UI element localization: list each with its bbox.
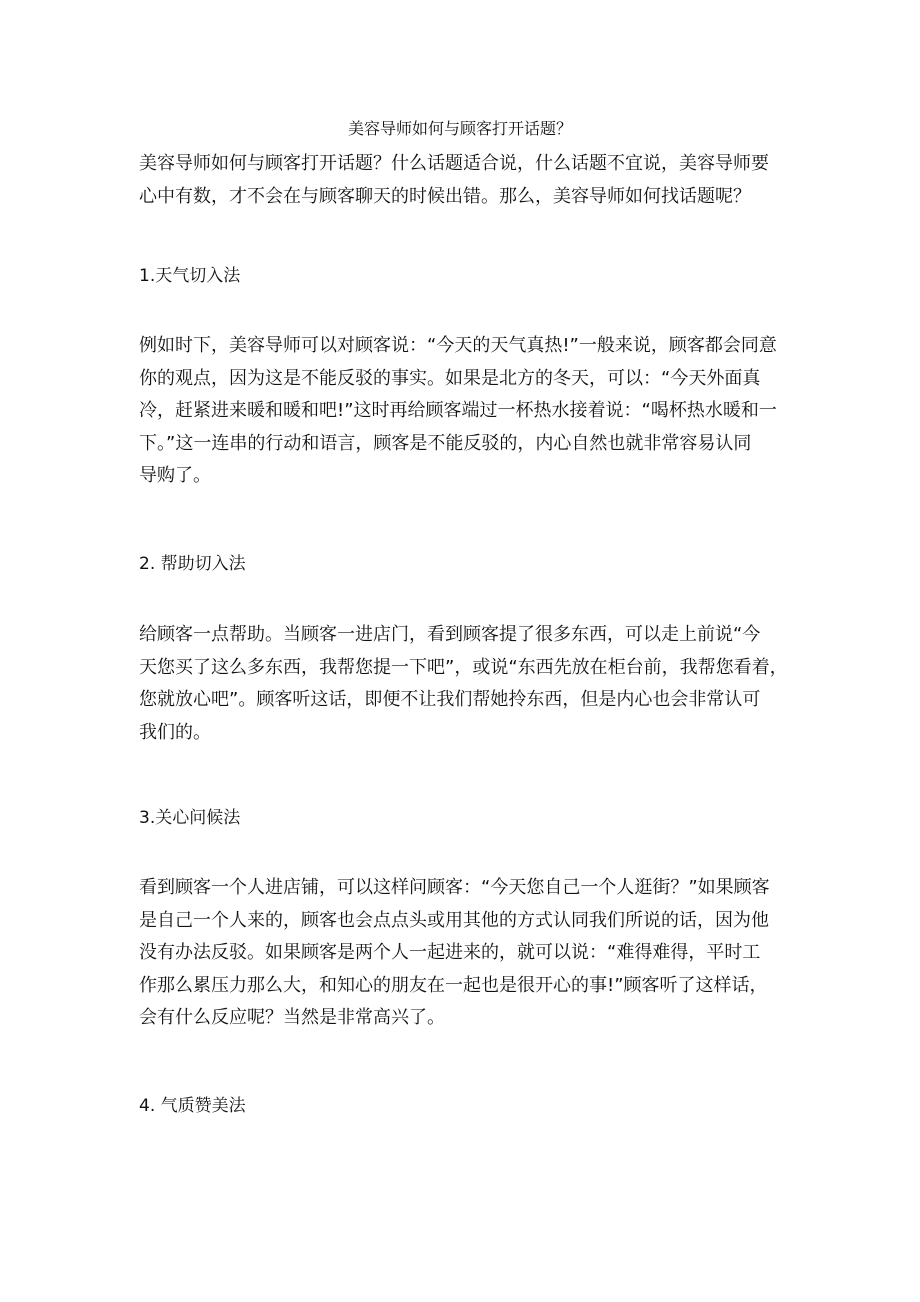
text-line: 看到顾客一个人进店铺，可以这样问顾客：“今天您自己一个人逛街？”如果顾客	[139, 877, 770, 898]
text-line: 作那么累压力那么大，和知心的朋友在一起也是很开心的事!”顾客听了这样话，	[139, 974, 768, 996]
text-line: 心中有数，才不会在与顾客聊天的时候出错。那么，美容导师如何找话题呢？	[139, 185, 751, 207]
section-heading-help: 2. 帮助切入法	[139, 554, 246, 574]
text-line: 下。”这一连串的行动和语言，顾客是不能反驳的，内心自然也就非常容易认同	[139, 432, 752, 454]
section-paragraph-weather	[139, 330, 789, 493]
text-line: 没有办法反驳。如果顾客是两个人一起进来的，就可以说：“难得难得，平时工	[139, 942, 761, 963]
text-line: 给顾客一点帮助。当顾客一进店门，看到顾客提了很多东西，可以走上前说“今	[139, 624, 761, 645]
text-line: 会有什么反应呢？当然是非常高兴了。	[139, 1007, 445, 1028]
section-heading-weather: 1.天气切入法	[139, 266, 241, 286]
text-line: 我们的。	[139, 721, 211, 743]
text-line: 例如时下，美容导师可以对顾客说：“今天的天气真热!”一般来说，顾客都会同意	[139, 335, 777, 356]
document-title: 美容导师如何与顾客打开话题？	[347, 119, 572, 138]
text-line: 美容导师如何与顾客打开话题？什么话题适合说，什么话题不宜说，美容导师要	[139, 153, 769, 174]
section-heading-greeting: 3.关心问候法	[139, 808, 241, 828]
section-paragraph-help	[139, 619, 789, 749]
section-paragraph-greeting	[139, 872, 789, 1035]
text-line: 你的观点，因为这是不能反驳的事实。如果是北方的冬天，可以：“今天外面真	[139, 367, 761, 389]
section-heading-temperament: 4. 气质赞美法	[139, 1096, 246, 1116]
text-line: 是自己一个人来的，顾客也会点点头或用其他的方式认同我们所说的话，因为他	[139, 909, 769, 931]
text-line: 天您买了这么多东西，我帮您提一下吧”，或说“东西先放在柜台前，我帮您看着，	[139, 656, 788, 678]
text-line: 冷，赶紧进来暖和暖和吧!”这时再给顾客端过一杯热水接着说：“喝杯热水暖和一	[139, 400, 777, 421]
text-line: 您就放心吧”。顾客听这话，即便不让我们帮她拎东西，但是内心也会非常认可	[139, 689, 761, 710]
text-line: 导购了。	[139, 465, 211, 486]
intro-paragraph	[139, 148, 789, 213]
